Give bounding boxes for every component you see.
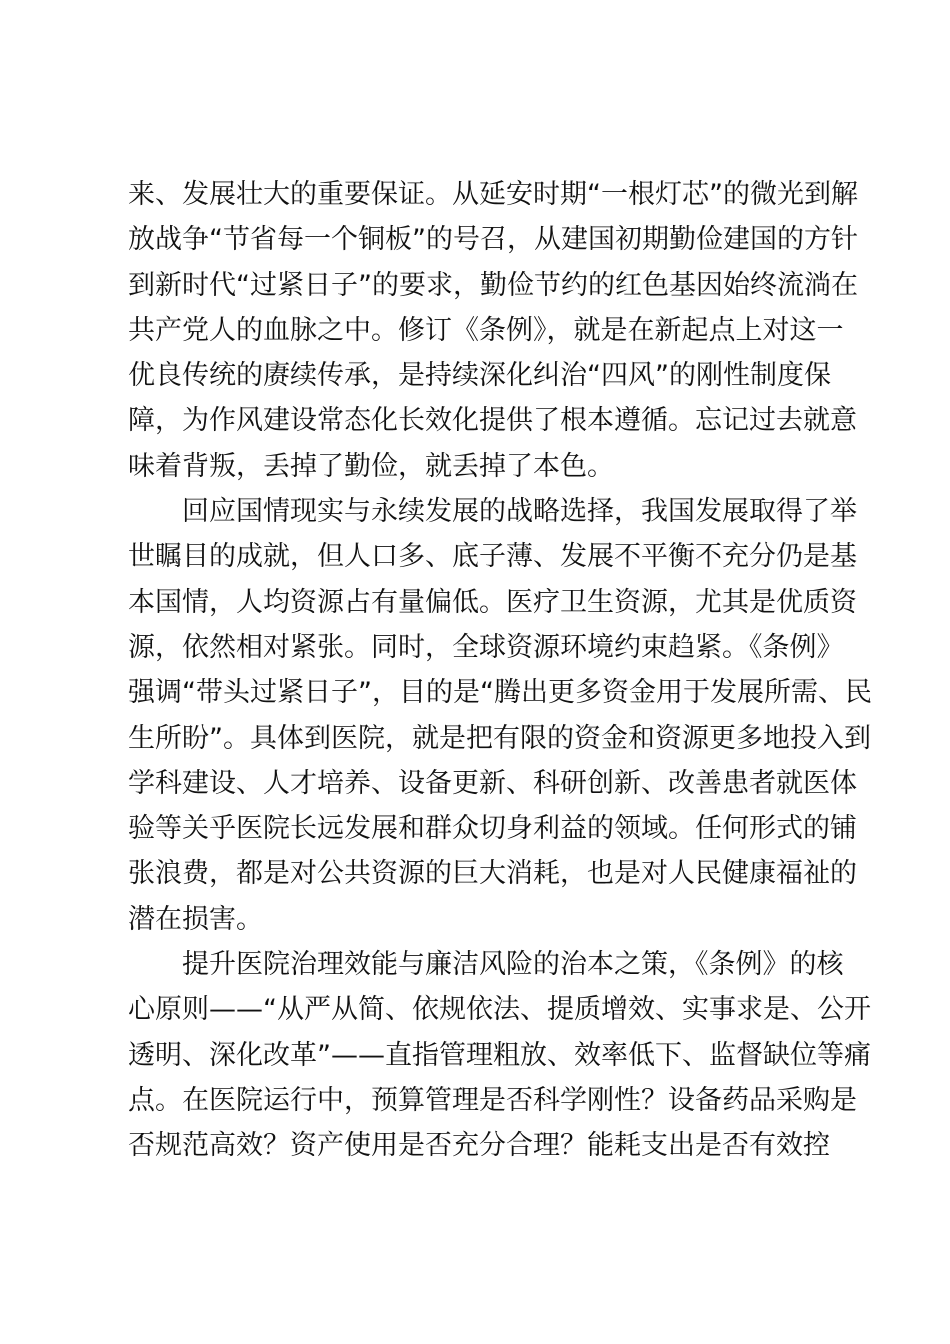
text-line: 强调“带头过紧日子”，目的是“腾出更多资金用于发展所需、民	[128, 677, 872, 709]
text-line: 否规范高效？资产使用是否充分合理？能耗支出是否有效控	[128, 1130, 830, 1162]
text-line: 味着背叛，丢掉了勤俭，就丢掉了本色。	[128, 450, 614, 482]
text-line: 张浪费，都是对公共资源的巨大消耗，也是对人民健康福祉的	[128, 858, 857, 890]
text-line: 放战争“节省每一个铜板”的号召，从建国初期勤俭建国的方针	[128, 224, 858, 256]
text-line: 潜在损害。	[128, 903, 263, 935]
text-line: 回应国情现实与永续发展的战略选择，我国发展取得了举	[182, 496, 857, 528]
paragraph-1	[128, 172, 858, 489]
text-line: 提升医院治理效能与廉洁风险的治本之策，《条例》的核	[182, 949, 844, 981]
text-line: 验等关乎医院长远发展和群众切身利益的领域。任何形式的铺	[128, 813, 857, 845]
document-body	[128, 172, 872, 1169]
text-line: 透明、深化改革”——直指管理粗放、效率低下、监督缺位等痛	[128, 1039, 871, 1071]
text-line: 学科建设、人才培养、设备更新、科研创新、改善患者就医体	[128, 767, 857, 799]
paragraph-3	[128, 942, 871, 1168]
text-line: 共产党人的血脉之中。修订《条例》，就是在新起点上对这一	[128, 314, 844, 346]
text-line: 到新时代“过紧日子”的要求，勤俭节约的红色基因始终流淌在	[128, 269, 858, 301]
text-line: 优良传统的赓续传承，是持续深化纠治“四风”的刚性制度保	[128, 360, 831, 392]
text-line: 本国情，人均资源占有量偏低。医疗卫生资源，尤其是优质资	[128, 586, 857, 618]
text-line: 来、发展壮大的重要保证。从延安时期“一根灯芯”的微光到解	[128, 179, 858, 210]
text-line: 障，为作风建设常态化长效化提供了根本遵循。忘记过去就意	[128, 405, 857, 437]
text-line: 生所盼”。具体到医院，就是把有限的资金和资源更多地投入到	[128, 722, 871, 754]
text-line: 心原则——“从严从简、依规依法、提质增效、实事求是、公开	[128, 994, 871, 1026]
text-line: 点。在医院运行中，预算管理是否科学刚性？设备药品采购是	[128, 1084, 857, 1116]
paragraph-2	[128, 489, 872, 942]
text-line: 世瞩目的成就，但人口多、底子薄、发展不平衡不充分仍是基	[128, 541, 857, 573]
text-line: 源，依然相对紧张。同时，全球资源环境约束趋紧。《条例》	[128, 631, 844, 663]
